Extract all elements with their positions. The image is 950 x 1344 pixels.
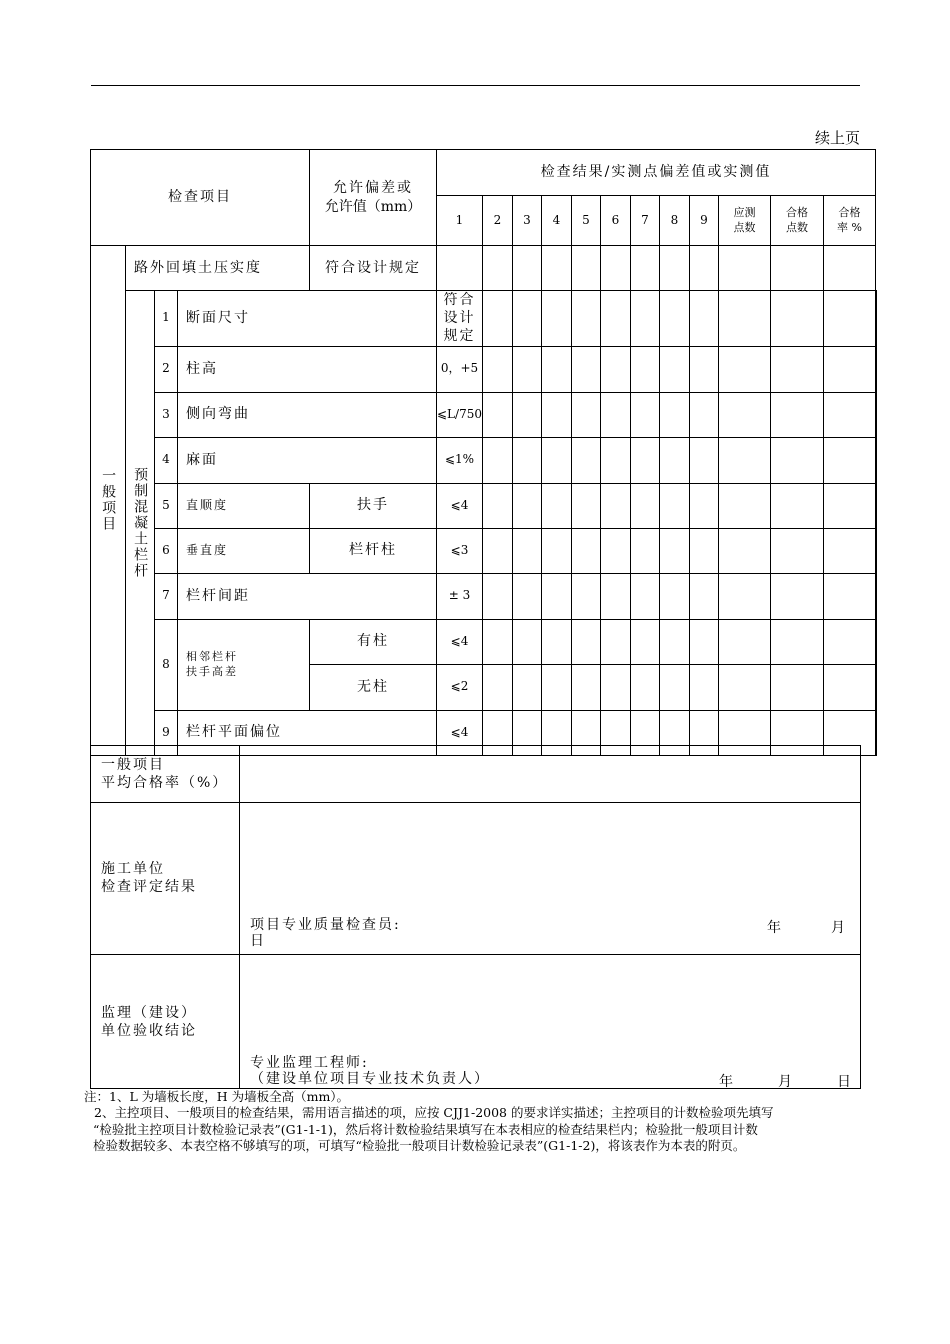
row-subname: 扶手 [310,483,437,528]
row-name: 直顺度 [178,483,310,528]
construction-month: 月 [831,920,845,936]
row-number: 3 [155,392,178,437]
row-subname: 栏杆柱 [310,528,437,573]
top-rule [91,85,860,86]
row-allowance: ⩽4 [437,619,483,664]
row-allowance: ⩽2 [437,664,483,710]
row-name: 栏杆间距 [178,573,437,619]
row-number: 8 [155,619,178,710]
row-name: 柱高 [178,346,437,392]
point-3: 3 [512,196,541,246]
header-allowance: 允许偏差或 允许值（mm） [310,150,437,246]
supervision-result [240,955,861,1089]
row-allowance: ⩽4 [437,710,483,755]
supervision-month: 月 [778,1074,792,1090]
row-number: 9 [155,710,178,755]
avg-rate-value [240,746,861,803]
row-allowance: ⩽3 [437,528,483,573]
point-6: 6 [600,196,630,246]
row-allowance: 符合设计规定 [437,291,483,347]
continued-label: 续上页 [814,129,860,147]
evaluation-table [90,745,861,1089]
row-allowance: ⩽1% [437,437,483,483]
row-number: 5 [155,483,178,528]
point-5: 5 [571,196,600,246]
subgroup-precast: 预制混凝土栏杆 [126,291,155,756]
row-allowance: ± 3 [437,573,483,619]
supervision-signature: 专业监理工程师: （建设单位项目专业技术负责人） [250,1055,490,1088]
note-4: 检验数据较多、本表空格不够填写的项，可填写“检验批一般项目计数检验记录表”(G1-1-2)，将该表作为本表的附页。 [93,1137,746,1153]
footnotes [84,1089,874,1154]
header-results: 检查结果/实测点偏差值或实测值 [437,150,876,196]
row-name: 断面尺寸 [178,291,437,347]
supervision-label: 监理（建设） 单位验收结论 [91,955,240,1089]
row-number: 1 [155,291,178,347]
point-9: 9 [689,196,718,246]
row-allowance: 符合设计规定 [310,246,437,291]
supervision-year: 年 [719,1074,733,1090]
note-3: “检验批主控项目计数检验记录表”(G1-1-1)，然后将计数检验结果填写在本表相应的检查结果栏内；检验批一般项目计数 [93,1121,758,1137]
point-1: 1 [437,196,483,246]
point-4: 4 [541,196,571,246]
construction-year: 年 [767,920,781,936]
header-pass-rate: 合格 率 % [823,196,875,246]
note-2: 2、主控项目、一般项目的检查结果，需用语言描述的项，应按 CJJ1-2008 的要求详实描述；主控项目的计数检验项先填写 [94,1105,774,1121]
row-name: 垂直度 [178,528,310,573]
header-pass-count: 合格 点数 [770,196,823,246]
row-name: 栏杆平面偏位 [178,710,437,755]
row-name: 相邻栏杆 扶手高差 [178,619,310,710]
avg-rate-label: 一般项目 平均合格率（%） [91,746,240,803]
construction-signature: 项目专业质量检查员: 日 [250,917,401,950]
construction-result [240,803,861,955]
header-should-count: 应测 点数 [718,196,770,246]
row-name: 侧向弯曲 [178,392,437,437]
row-allowance: ⩽4 [437,483,483,528]
header-item: 检查项目 [91,150,310,246]
row-allowance: 0，+5 [437,346,483,392]
point-8: 8 [659,196,689,246]
row-number: 6 [155,528,178,573]
point-2: 2 [482,196,512,246]
row-number: 7 [155,573,178,619]
row-number: 4 [155,437,178,483]
group-general: 一般项目 [91,246,126,756]
row-name: 麻面 [178,437,437,483]
supervision-day: 日 [837,1074,851,1090]
inspection-table [90,149,877,756]
row-name: 路外回填土压实度 [126,246,310,291]
point-7: 7 [630,196,659,246]
row-subname: 有柱 [310,619,437,664]
construction-label: 施工单位 检查评定结果 [91,803,240,955]
note-1: 注：1、L 为墙板长度，H 为墙板全高（mm）。 [84,1089,350,1104]
row-allowance: ⩽L/750 [437,392,483,437]
row-number: 2 [155,346,178,392]
row-subname: 无柱 [310,664,437,710]
